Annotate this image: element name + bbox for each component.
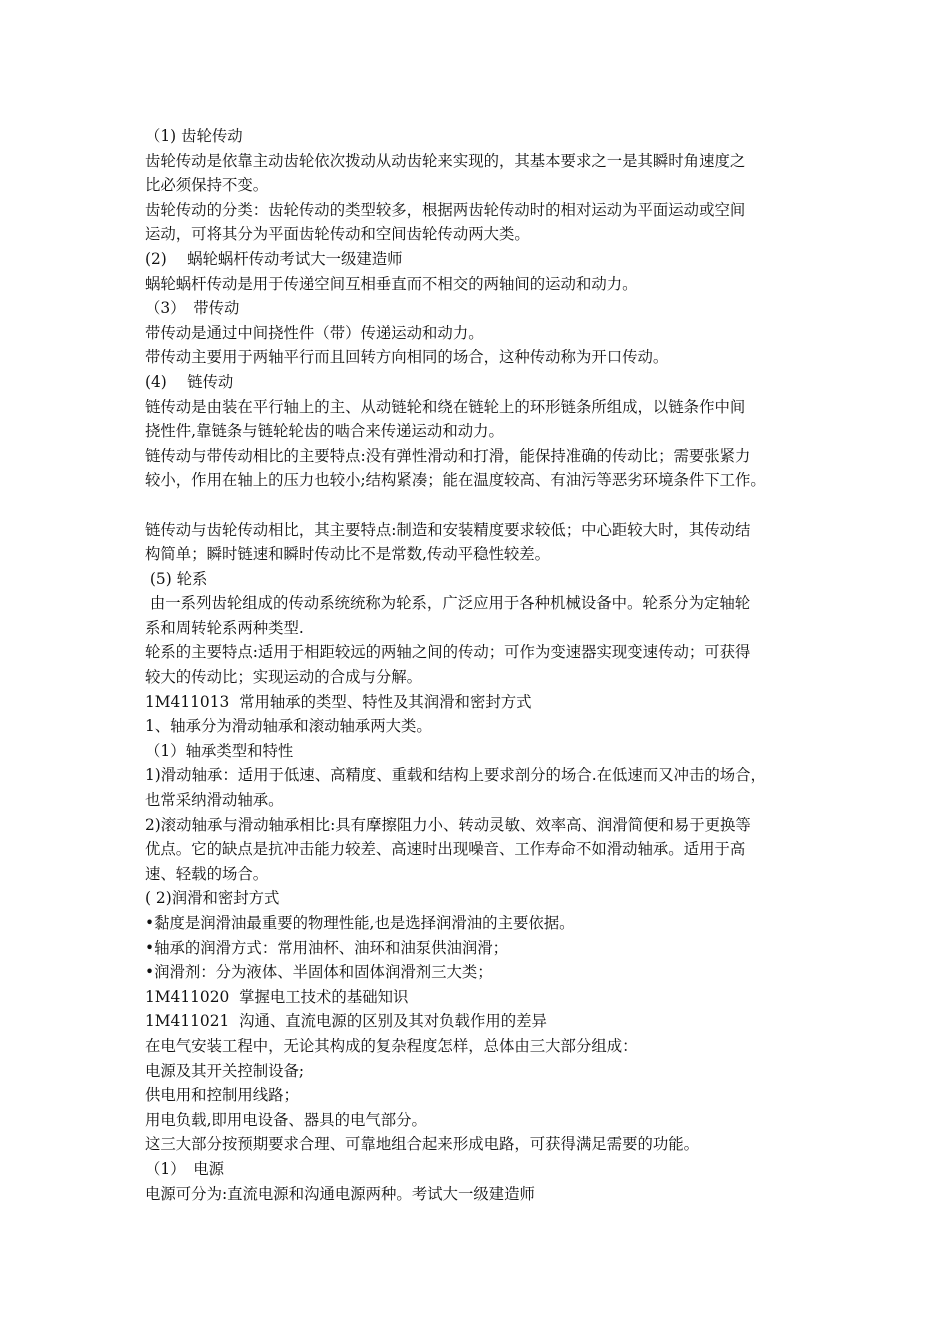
section-heading: 1M411013 常用轴承的类型、特性及其润滑和密封方式 xyxy=(145,692,532,711)
paragraph-line: 运动，可将其分为平面齿轮传动和空间齿轮传动两大类。 xyxy=(145,225,530,244)
paragraph-line: 链传动与带传动相比的主要特点:没有弹性滑动和打滑，能保持准确的传动比；需要张紧力 xyxy=(145,446,751,465)
paragraph-line: 这三大部分按预期要求合理、可靠地组合起来形成电路，可获得满足需要的功能。 xyxy=(145,1135,700,1154)
section-heading: ( 2)润滑和密封方式 xyxy=(145,889,280,908)
paragraph-line: 用电负载,即用电设备、器具的电气部分。 xyxy=(145,1110,427,1129)
bullet-item: •黏度是润滑油最重要的物理性能,也是选择润滑油的主要依据。 xyxy=(145,914,575,932)
bullet-item: •轴承的润滑方式：常用油杯、油环和油泵供油润滑； xyxy=(145,938,509,957)
section-heading: （3） 带传动 xyxy=(145,299,240,318)
paragraph-line: 蜗轮蜗杆传动是用于传递空间互相垂直而不相交的两轴间的运动和动力。 xyxy=(145,274,638,293)
paragraph-line: 齿轮传动是依靠主动齿轮依次拨动从动齿轮来实现的，其基本要求之一是其瞬时角速度之 xyxy=(145,151,746,170)
paragraph-line: 1、轴承分为滑动轴承和滚动轴承两大类。 xyxy=(145,717,432,736)
section-heading: 1M411020 掌握电工技术的基础知识 xyxy=(145,987,409,1006)
paragraph-line: 优点。它的缺点是抗冲击能力较差、高速时出现噪音、工作寿命不如滑动轴承。适用于高 xyxy=(145,840,746,859)
paragraph-line: 1)滑动轴承：适用于低速、高精度、重载和结构上要求剖分的场合.在低速而又冲击的场合， xyxy=(145,766,766,785)
section-heading: （1) 齿轮传动 xyxy=(145,127,243,145)
paragraph-line: 轮系的主要特点:适用于相距较远的两轴之间的传动；可作为变速器实现变速传动；可获得 xyxy=(145,643,751,662)
paragraph-line: 也常采纳滑动轴承。 xyxy=(145,791,284,810)
paragraph-line: 齿轮传动的分类：齿轮传动的类型较多，根据两齿轮传动时的相对运动为平面运动或空间 xyxy=(145,200,746,219)
paragraph-line: 挠性件,靠链条与链轮轮齿的啮合来传递运动和动力。 xyxy=(145,422,504,441)
paragraph-line: 电源可分为:直流电源和沟通电源两种。考试大一级建造师 xyxy=(145,1184,535,1203)
paragraph-line: 带传动主要用于两轴平行而且回转方向相同的场合，这种传动称为开口传动。 xyxy=(145,348,669,367)
section-heading: (2) 蜗轮蜗杆传动考试大一级建造师 xyxy=(145,249,403,268)
document-body xyxy=(145,124,825,1206)
section-heading: (5) 轮系 xyxy=(145,569,208,588)
section-heading: （1）轴承类型和特性 xyxy=(145,741,294,760)
paragraph-line: 比必须保持不变。 xyxy=(145,176,269,195)
section-heading: 1M411021 沟通、直流电源的区别及其对负载作用的差异 xyxy=(145,1012,547,1031)
section-heading: (4) 链传动 xyxy=(145,372,234,391)
paragraph-line: 在电气安装工程中，无论其构成的复杂程度怎样，总体由三大部分组成： xyxy=(145,1036,638,1055)
blank-line xyxy=(145,493,825,518)
paragraph-line: 链传动与齿轮传动相比，其主要特点:制造和安装精度要求较低；中心距较大时，其传动结 xyxy=(145,520,751,539)
paragraph-line: 速、轻载的场合。 xyxy=(145,864,269,883)
paragraph-line: 电源及其开关控制设备; xyxy=(145,1061,305,1080)
paragraph-line: 较大的传动比；实现运动的合成与分解。 xyxy=(145,668,423,687)
paragraph-line: 由一系列齿轮组成的传动系统统称为轮系，广泛应用于各种机械设备中。轮系分为定轴轮 xyxy=(145,594,751,613)
paragraph-line: 较小，作用在轴上的压力也较小;结构紧凑；能在温度较高、有油污等恶劣环境条件下工作。 xyxy=(145,471,766,490)
paragraph-line: 系和周转轮系两种类型. xyxy=(145,618,304,637)
paragraph-line: 链传动是由装在平行轴上的主、从动链轮和绕在链轮上的环形链条所组成，以链条作中间 xyxy=(145,397,746,416)
paragraph-line: 带传动是通过中间挠性件（带）传递运动和动力。 xyxy=(145,323,484,342)
paragraph-line: 构简单；瞬时链速和瞬时传动比不是常数,传动平稳性较差。 xyxy=(145,545,551,564)
bullet-item: •润滑剂：分为液体、半固体和固体润滑剂三大类； xyxy=(145,963,493,982)
paragraph-line: 2)滚动轴承与滑动轴承相比:具有摩擦阻力小、转动灵敏、效率高、润滑简便和易于更换等 xyxy=(145,815,751,834)
paragraph-line: 供电用和控制用线路； xyxy=(145,1086,299,1105)
section-heading: （1） 电源 xyxy=(145,1159,225,1178)
